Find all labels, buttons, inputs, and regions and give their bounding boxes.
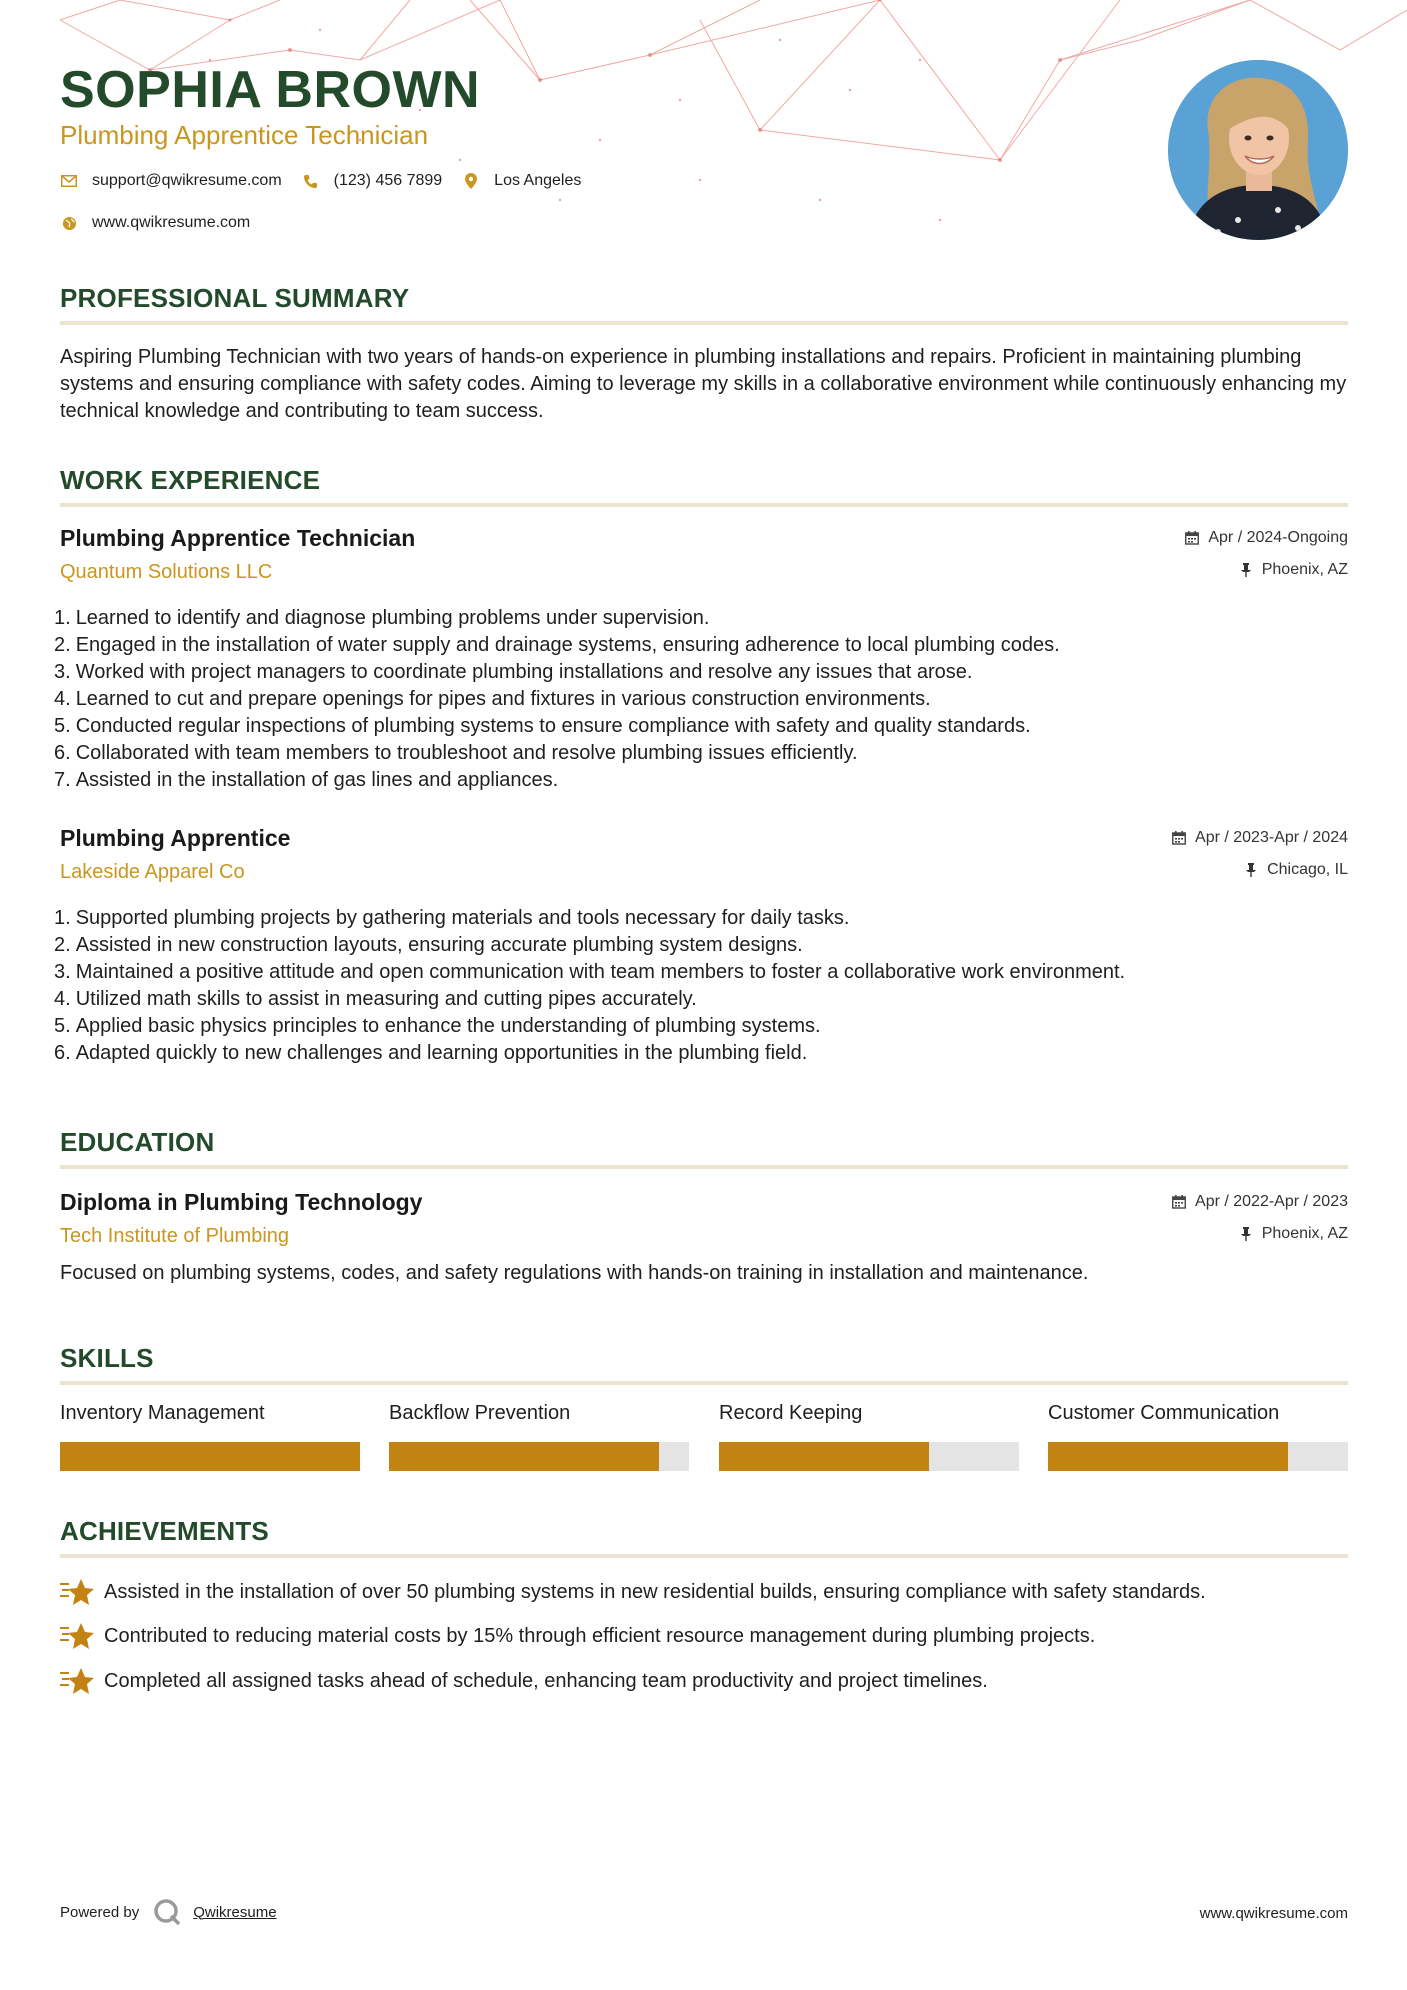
phone-number: (123) 456 7899 [333, 172, 443, 189]
achievement-text: Assisted in the installation of over 50 plumbing systems in new residential builds, ensuring compliance with safety standards. [104, 1580, 1206, 1603]
skill-bar-fill [1048, 1442, 1288, 1471]
job-bullet: 5. Applied basic physics principles to enhance the understanding of plumbing systems. [54, 1015, 821, 1037]
job-bullet: 3. Maintained a positive attitude and open communication with team members to foster a collaborative work environment. [54, 961, 1126, 983]
summary-heading: PROFESSIONAL SUMMARY [60, 283, 410, 313]
candidate-name: SOPHIA BROWN [60, 61, 481, 119]
job-date-text: Apr / 2023-Apr / 2024 [1195, 829, 1348, 846]
section-divider [60, 1165, 1348, 1169]
location-pin-icon [462, 172, 480, 190]
skill-name: Customer Communication [1048, 1402, 1280, 1424]
job-bullet: 2. Engaged in the installation of water supply and drainage systems, ensuring adherence to local plumbing codes. [54, 634, 1060, 656]
job-date [1171, 829, 1348, 847]
achievement-item [60, 1666, 1348, 1696]
job-bullet: 1. Supported plumbing projects by gathering materials and tools necessary for daily tasks. [54, 907, 850, 929]
job-bullet: 6. Collaborated with team members to troubleshoot and resolve plumbing issues efficiently. [54, 742, 858, 764]
section-divider [60, 1381, 1348, 1385]
website-link[interactable]: www.qwikresume.com [92, 214, 251, 231]
skill-bar-track [1048, 1442, 1348, 1471]
job-bullet: 4. Learned to cut and prepare openings for pipes and fixtures in various construction environments. [54, 688, 931, 710]
pushpin-icon [1238, 562, 1254, 578]
star-badge-icon [60, 1666, 94, 1696]
job-location [1243, 861, 1348, 879]
education-date [1171, 1193, 1348, 1211]
pushpin-icon [1243, 862, 1259, 878]
job-bullet: 1. Learned to identify and diagnose plumbing problems under supervision. [54, 607, 710, 629]
skill-bar-fill [60, 1442, 360, 1471]
star-badge-icon [60, 1621, 94, 1651]
phone-icon [302, 172, 320, 190]
location-text: Los Angeles [494, 172, 582, 189]
skill-bar-track [60, 1442, 360, 1471]
job-bullet: 3. Worked with project managers to coordinate plumbing installations and resolve any issues that arose. [54, 661, 973, 683]
email-icon [60, 172, 78, 190]
footer-website[interactable]: www.qwikresume.com [1199, 1905, 1348, 1922]
skill-bar-track [389, 1442, 689, 1471]
skill-bar-fill [719, 1442, 929, 1471]
job-bullets [54, 605, 1060, 794]
contact-row [60, 172, 601, 190]
job-bullet: 4. Utilized math skills to assist in measuring and cutting pipes accurately. [54, 988, 697, 1010]
job-bullets [54, 905, 1125, 1067]
skill-bar-track [719, 1442, 1019, 1471]
profile-photo [1168, 60, 1348, 240]
email-link[interactable]: support@qwikresume.com [92, 172, 282, 189]
skill-name: Inventory Management [60, 1402, 265, 1424]
education-location [1238, 1225, 1348, 1243]
qwikresume-logo-icon [153, 1898, 181, 1926]
pushpin-icon [1238, 1226, 1254, 1242]
job-role: Plumbing Apprentice [60, 825, 291, 851]
resume-page [54, 0, 1348, 1990]
job-location-text: Phoenix, AZ [1261, 561, 1348, 578]
summary-text: Aspiring Plumbing Technician with two years of hands-on experience in plumbing installations and repairs. Proficient in maintaining plumbing systems and ensuring compliance with safety codes. Aiming to leverage my skills in a collaborative environment while continuously enhancing my technical knowledge and contributing to team success. [60, 346, 1347, 422]
job-date-text: Apr / 2024-Ongoing [1208, 529, 1348, 546]
skills-heading: SKILLS [60, 1343, 154, 1373]
education-heading: EDUCATION [60, 1127, 215, 1157]
school-name: Tech Institute of Plumbing [60, 1225, 290, 1247]
job-date [1184, 529, 1348, 547]
footer-powered-by [60, 1898, 277, 1926]
section-divider [60, 1554, 1348, 1558]
education-location-text: Phoenix, AZ [1261, 1225, 1348, 1242]
job-bullet: 2. Assisted in new construction layouts, ensuring accurate plumbing system designs. [54, 934, 803, 956]
achievement-text: Completed all assigned tasks ahead of schedule, enhancing team productivity and project timelines. [104, 1669, 988, 1692]
job-location [1238, 561, 1348, 579]
job-company: Lakeside Apparel Co [60, 861, 245, 883]
job-bullet: 5. Conducted regular inspections of plumbing systems to ensure compliance with safety and quality standards. [54, 715, 1031, 737]
star-badge-icon [60, 1577, 94, 1607]
skill-name: Record Keeping [719, 1402, 863, 1424]
section-divider [60, 503, 1348, 507]
skill-bar-fill [389, 1442, 659, 1471]
degree-title: Diploma in Plumbing Technology [60, 1189, 423, 1215]
candidate-title: Plumbing Apprentice Technician [60, 120, 429, 150]
globe-icon [60, 214, 78, 232]
job-location-text: Chicago, IL [1267, 861, 1348, 878]
website-row [60, 214, 270, 232]
calendar-icon [1171, 1194, 1187, 1210]
footer-brand-link[interactable]: Qwikresume [193, 1903, 277, 1921]
calendar-icon [1171, 830, 1187, 846]
job-role: Plumbing Apprentice Technician [60, 525, 416, 551]
job-bullet: 7. Assisted in the installation of gas lines and appliances. [54, 769, 559, 791]
experience-heading: WORK EXPERIENCE [60, 465, 321, 495]
powered-by-label: Powered by [60, 1903, 140, 1921]
achievement-text: Contributed to reducing material costs by 15% through efficient resource management during plumbing projects. [104, 1624, 1096, 1647]
education-description: Focused on plumbing systems, codes, and safety regulations with hands-on training in installation and maintenance. [60, 1262, 1089, 1284]
skill-name: Backflow Prevention [389, 1402, 571, 1424]
section-divider [60, 321, 1348, 325]
education-date-text: Apr / 2022-Apr / 2023 [1195, 1193, 1348, 1210]
job-company: Quantum Solutions LLC [60, 561, 273, 583]
achievement-item [60, 1621, 1348, 1651]
achievements-heading: ACHIEVEMENTS [60, 1516, 269, 1546]
job-bullet: 6. Adapted quickly to new challenges and learning opportunities in the plumbing field. [54, 1042, 808, 1064]
calendar-icon [1184, 530, 1200, 546]
achievement-item [60, 1577, 1348, 1607]
